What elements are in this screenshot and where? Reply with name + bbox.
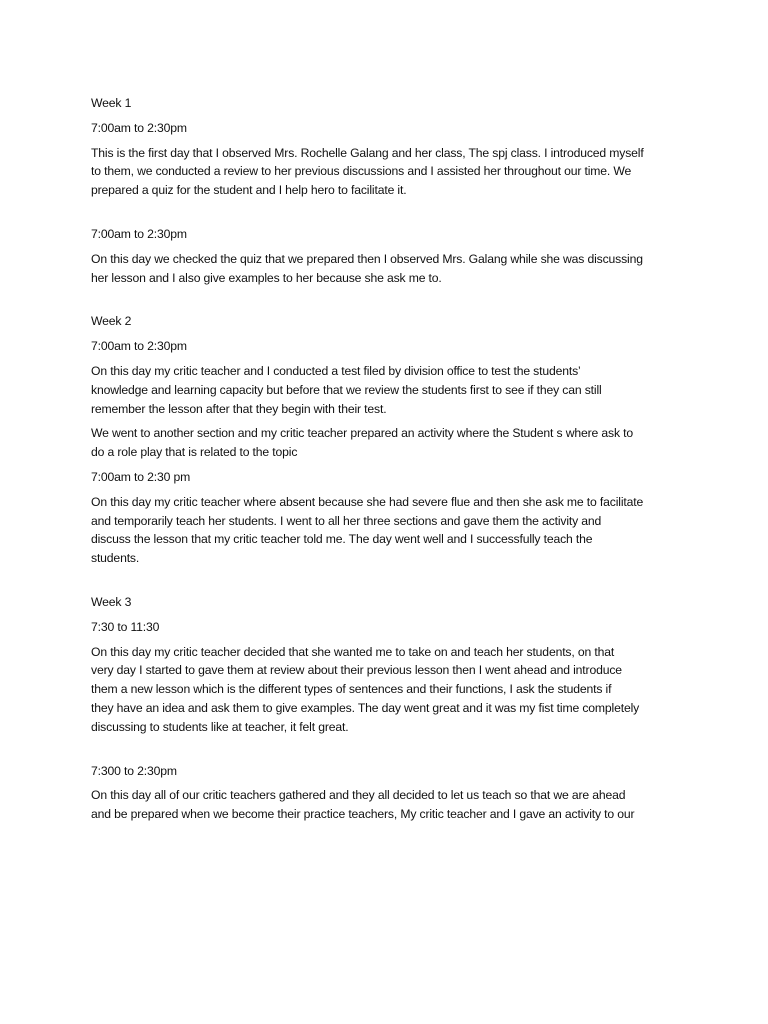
time-range <box>91 119 681 138</box>
journal-paragraph <box>91 643 681 737</box>
text-line: Week 1 <box>91 96 132 110</box>
text-line: Week 3 <box>91 594 132 609</box>
text-line: do a role play that is related to the topic <box>91 445 298 460</box>
text-line: 7:00am to 2:30pm <box>91 226 187 241</box>
text-line: them a new lesson which is the different types of sentences and their functions, I ask the students if <box>91 682 612 697</box>
text-line: knowledge and learning capacity but before that we review the students first to see if they can still <box>91 382 602 397</box>
text-line: discussing to students like at teacher, it felt great. <box>91 719 349 734</box>
week-heading <box>91 94 681 113</box>
text-line: prepared a quiz for the student and I help hero to facilitate it. <box>91 183 407 198</box>
time-range <box>91 762 681 781</box>
text-line: students. <box>91 551 140 566</box>
document-body <box>91 94 681 830</box>
text-line: her lesson and I also give examples to her because she ask me to. <box>91 270 442 285</box>
section-gap <box>91 574 681 593</box>
text-line: Week 2 <box>91 314 132 329</box>
journal-paragraph <box>91 786 681 824</box>
text-line: remember the lesson after that they begin with their test. <box>91 401 387 416</box>
text-line: 7:00am to 2:30pm <box>91 120 187 135</box>
text-line: to them, we conducted a review to her previous discussions and I assisted her throughout our time. We <box>91 164 632 179</box>
text-line: We went to another section and my critic teacher prepared an activity where the Student s where ask to <box>91 426 634 441</box>
journal-paragraph <box>91 493 681 568</box>
text-line: they have an idea and ask them to give examples. The day went great and it was my fist time completely <box>91 700 640 715</box>
time-range <box>91 618 681 637</box>
text-line: On this day my critic teacher where absent because she had severe flue and then she ask me to facilitate <box>91 494 644 509</box>
time-range <box>91 468 681 487</box>
text-line: On this day my critic teacher and I conducted a test filed by division office to test the students’ <box>91 363 581 378</box>
text-line: 7:00am to 2:30 pm <box>91 469 191 484</box>
text-line: On this day my critic teacher decided that she wanted me to take on and teach her students, on that <box>91 644 615 659</box>
text-line: 7:30 to 11:30 <box>91 619 160 634</box>
week-heading <box>91 312 681 331</box>
text-line: On this day we checked the quiz that we prepared then I observed Mrs. Galang while she was discussing <box>91 251 643 266</box>
journal-paragraph <box>91 250 681 288</box>
time-range <box>91 337 681 356</box>
text-line: very day I started to gave them at review about their previous lesson then I went ahead and introduce <box>91 663 622 678</box>
section-gap <box>91 206 681 225</box>
week-heading <box>91 593 681 612</box>
text-line: This is the first day that I observed Mrs. Rochelle Galang and her class, The spj class. I introduced myself <box>91 145 644 160</box>
journal-paragraph <box>91 424 681 462</box>
text-line: 7:00am to 2:30pm <box>91 339 187 354</box>
time-range <box>91 225 681 244</box>
section-gap <box>91 293 681 312</box>
text-line: 7:300 to 2:30pm <box>91 763 177 778</box>
journal-paragraph <box>91 362 681 418</box>
text-line: and be prepared when we become their practice teachers, My critic teacher and I gave an activity to our <box>91 807 635 822</box>
text-line: and temporarily teach her students. I went to all her three sections and gave them the activity and <box>91 513 602 528</box>
journal-paragraph <box>91 144 681 200</box>
text-line: On this day all of our critic teachers gathered and they all decided to let us teach so that we are ahead <box>91 788 626 803</box>
section-gap <box>91 743 681 762</box>
text-line: discuss the lesson that my critic teacher told me. The day went well and I successfully teach the <box>91 532 593 547</box>
